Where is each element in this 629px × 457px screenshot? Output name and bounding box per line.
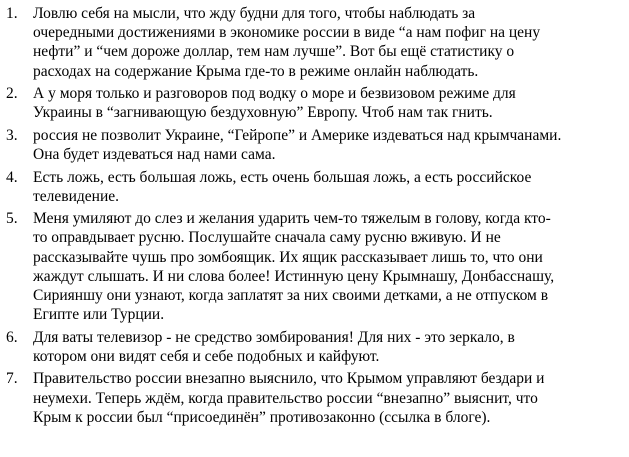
list-item-text-line: то оправдывает русню. Послушайте сначала саму русню вживую. И не xyxy=(33,229,501,247)
list-item-2 xyxy=(6,84,623,122)
list-item-text-line: жаждут слышать. И ни слова более! Истинную цену Крымнашу, Донбасснашу, xyxy=(33,267,555,285)
list-item-1 xyxy=(6,4,623,81)
list-item-6 xyxy=(6,328,623,366)
list-item-4 xyxy=(6,168,623,206)
list-item-5 xyxy=(6,209,623,324)
list-item-number: 5. xyxy=(6,210,18,228)
list-item-text-line: Для ваты телевизор - не средство зомбирования! Для них - это зеркало, в xyxy=(33,328,515,346)
list-item-text-line: нефти” и “чем дороже доллар, тем нам лучше”. Вот бы ещё статистику о xyxy=(33,43,515,61)
list-item-number: 7. xyxy=(6,370,18,388)
list-item-text-line: Сирияншу они узнают, когда заплатят за них своими детками, а не отпуском в xyxy=(33,287,549,305)
list-item-text-line: А у моря только и разговоров под водку о море и безвизовом режиме для xyxy=(33,85,516,103)
list-item-text-line: телевидение. xyxy=(33,187,119,205)
list-item-text-line: Правительство россии внезапно выяснило, что Крымом управляют бездари и xyxy=(33,370,545,388)
list-item-text-line: Есть ложь, есть большая ложь, есть очень большая ложь, а есть российское xyxy=(33,168,532,186)
list-item-text-line: Она будет издеваться над нами сама. xyxy=(33,146,276,164)
list-item-text-line: котором они видят себя и себе подобных и кайфуют. xyxy=(33,347,380,365)
list-item-text-line: россия не позволит Украине, “Гейропе” и Америке издеваться над крымчанами. xyxy=(33,126,562,144)
list-item-text-line: неумехи. Теперь ждём, когда правительство россии “внезапно” выяснит, что xyxy=(33,389,538,407)
list-item-number: 4. xyxy=(6,168,18,186)
list-item-number: 2. xyxy=(6,85,18,103)
list-item-text-line: очередными достижениями в экономике россии в виде “а нам пофиг на цену xyxy=(33,24,541,42)
list-item-text-line: Крым к россии был “присоединён” противозаконно (ссылка в блоге). xyxy=(33,408,491,426)
list-item-text-line: Египте или Турции. xyxy=(33,306,165,324)
numbered-list xyxy=(6,4,623,427)
list-item-7 xyxy=(6,369,623,427)
list-item-number: 6. xyxy=(6,328,18,346)
list-item-text-line: Меня умиляют до слез и желания ударить чем-то тяжелым в голову, когда кто- xyxy=(33,210,551,228)
list-item-text-line: расходах на содержание Крыма где-то в режиме онлайн наблюдать. xyxy=(33,62,479,80)
list-item-text-line: Украины в “загнивающую бездуховную” Европу. Чтоб нам так гнить. xyxy=(33,104,493,122)
list-item-number: 1. xyxy=(6,5,18,22)
list-item-3 xyxy=(6,126,623,164)
list-item-text-line: рассказывайте чушь про зомбоящик. Их ящик рассказывает лишь то, что они xyxy=(33,248,543,266)
list-item-number: 3. xyxy=(6,126,18,144)
list-item-text-line: Ловлю себя на мысли, что жду будни для того, чтобы наблюдать за xyxy=(33,5,476,22)
